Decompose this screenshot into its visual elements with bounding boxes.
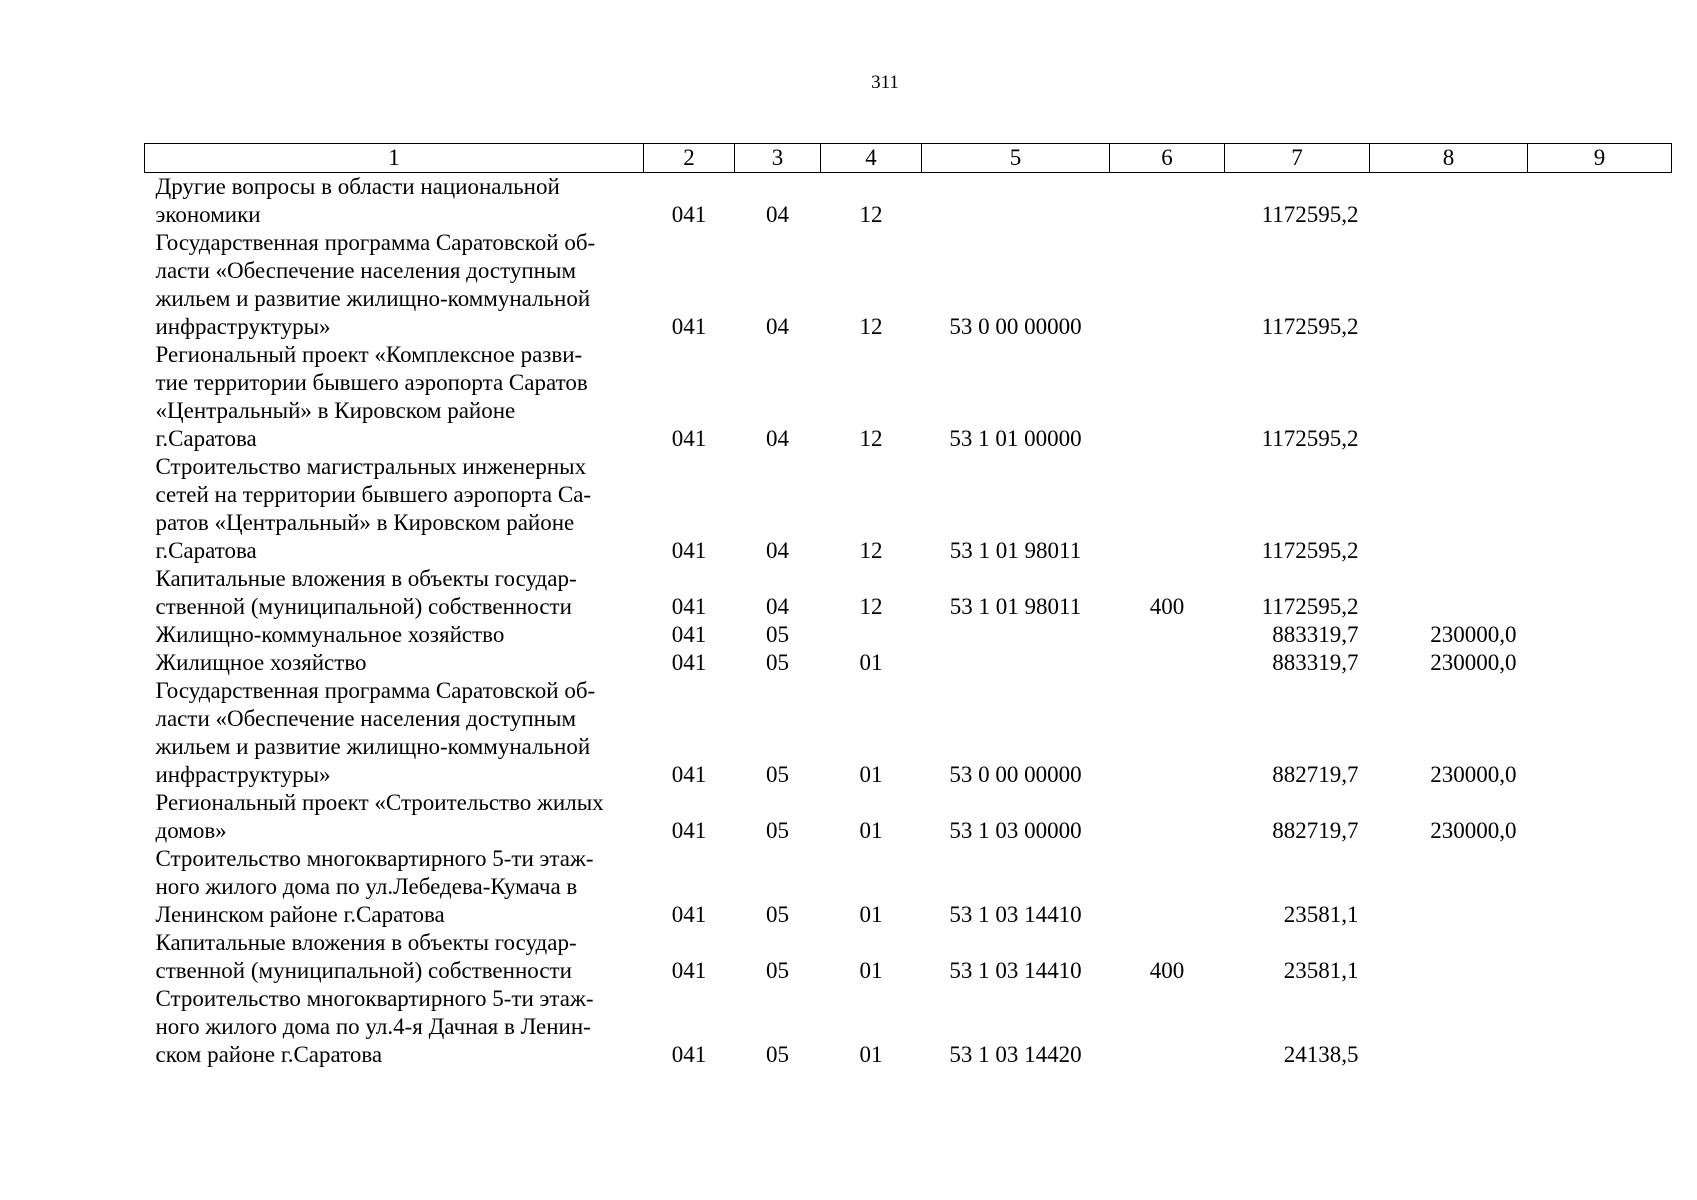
item-name-line: ском районе г.Саратова [155,1042,383,1067]
item-name-line: ласти «Обеспечение населения доступным [155,258,577,283]
table-body [145,173,1672,1070]
item-name-line: экономики [155,202,261,227]
target-article-cell [922,173,1110,230]
item-name-line: инфраструктуры» [155,762,331,787]
section-code-cell: 04 [766,202,789,227]
expense-type-cell: 400 [1149,958,1185,983]
item-name-cell [145,229,644,341]
subsection-code-cell: 01 [859,902,883,927]
amount-col7-cell: 24138,5 [1283,1042,1359,1067]
column-header: 9 [1528,144,1672,173]
item-name-line: жильем и развитие жилищно-коммунальной [155,734,591,759]
amount-col7-cell: 882719,7 [1272,762,1359,787]
item-name-cell [145,173,644,230]
department-code-cell: 041 [671,1042,707,1067]
table-row [145,453,1672,565]
item-name-cell [145,453,644,565]
department-code-cell: 041 [671,314,707,339]
target-article-cell: 53 1 03 00000 [949,818,1082,843]
expense-type-cell [1110,621,1225,649]
item-name-line: Капитальные вложения в объекты государ- [155,930,577,955]
amount-col8-cell [1370,453,1528,565]
item-name-line: сетей на территории бывшего аэропорта Са- [155,482,592,507]
department-code-cell: 041 [671,202,707,227]
section-code-cell: 05 [766,1042,789,1067]
table-row [145,173,1672,230]
amount-col8-cell [1370,985,1528,1069]
amount-col7-cell: 1172595,2 [1261,314,1359,339]
amount-col7-cell: 883319,7 [1272,650,1359,675]
amount-col8-cell: 230000,0 [1430,762,1517,787]
expense-type-cell [1110,845,1225,929]
item-name-line: г.Саратова [155,426,257,451]
target-article-cell [922,621,1110,649]
section-code-cell: 05 [766,622,789,647]
table-row [145,985,1672,1069]
department-code-cell: 041 [671,594,707,619]
department-code-cell: 041 [671,902,707,927]
item-name-line: ласти «Обеспечение населения доступным [155,706,577,731]
item-name-line: домов» [155,818,227,843]
expense-type-cell [1110,985,1225,1069]
amount-col8-cell [1370,173,1528,230]
item-name-line: Капитальные вложения в объекты государ- [155,566,577,591]
item-name-line: Строительство многоквартирного 5-ти этаж- [155,986,594,1011]
header-row [145,144,1672,173]
amount-col7-cell: 23581,1 [1283,902,1359,927]
expense-type-cell [1110,649,1225,677]
item-name-line: Строительство многоквартирного 5-ти этаж- [155,846,594,871]
subsection-code-cell: 12 [859,594,883,619]
item-name-line: инфраструктуры» [155,314,331,339]
expense-type-cell [1110,677,1225,789]
item-name-line: «Центральный» в Кировском районе [155,398,516,423]
budget-table [144,143,1672,1069]
item-name-line: Строительство магистральных инженерных [155,454,587,479]
amount-col7-cell: 1172595,2 [1261,538,1359,563]
item-name-cell [145,985,644,1069]
section-code-cell: 05 [766,762,789,787]
amount-col7-cell: 23581,1 [1283,958,1359,983]
table-row [145,621,1672,649]
department-code-cell: 041 [671,426,707,451]
target-article-cell: 53 1 01 98011 [949,594,1082,619]
amount-col8-cell [1370,565,1528,621]
item-name-line: Жилищное хозяйство [155,650,367,675]
item-name-line: г.Саратова [155,538,257,563]
table-row [145,789,1672,845]
amount-col9-cell [1528,229,1672,341]
item-name-line: ственной (муниципальной) собственности [155,958,572,983]
amount-col9-cell [1528,929,1672,985]
item-name-line: Региональный проект «Строительство жилых [155,790,604,815]
subsection-code-cell: 12 [859,202,883,227]
target-article-cell: 53 1 01 00000 [949,426,1082,451]
item-name-line: тие территории бывшего аэропорта Саратов [155,370,588,395]
target-article-cell: 53 1 03 14410 [949,902,1082,927]
subsection-code-cell: 01 [859,762,883,787]
item-name-line: ратов «Центральный» в Кировском районе [155,510,575,535]
page-number: 311 [871,72,899,93]
amount-col8-cell [1370,845,1528,929]
amount-col7-cell: 1172595,2 [1261,426,1359,451]
item-name-line: Ленинском районе г.Саратова [155,902,445,927]
subsection-code-cell: 01 [859,650,883,675]
amount-col9-cell [1528,453,1672,565]
amount-col9-cell [1528,565,1672,621]
subsection-code-cell: 12 [859,314,883,339]
amount-col9-cell [1528,677,1672,789]
section-code-cell: 05 [766,818,789,843]
amount-col7-cell: 883319,7 [1272,622,1359,647]
column-header: 4 [821,144,922,173]
column-header: 5 [922,144,1110,173]
table-row [145,341,1672,453]
amount-col9-cell [1528,985,1672,1069]
item-name-cell [145,789,644,845]
table-row [145,929,1672,985]
expense-type-cell: 400 [1149,594,1185,619]
item-name-cell [145,677,644,789]
target-article-cell: 53 0 00 00000 [949,762,1082,787]
item-name-line: Государственная программа Саратовской об- [155,678,596,703]
section-code-cell: 05 [766,958,789,983]
table-row [145,845,1672,929]
subsection-code-cell: 12 [859,426,883,451]
expense-type-cell [1110,341,1225,453]
column-header: 2 [644,144,735,173]
subsection-code-cell: 01 [859,958,883,983]
amount-col9-cell [1528,173,1672,230]
amount-col9-cell [1528,789,1672,845]
amount-col8-cell: 230000,0 [1430,650,1517,675]
subsection-code-cell [821,621,922,649]
item-name-cell [145,845,644,929]
column-header: 3 [735,144,821,173]
amount-col9-cell [1528,621,1672,649]
item-name-line: Региональный проект «Комплексное разви- [155,342,583,367]
section-code-cell: 04 [766,594,789,619]
column-header: 8 [1370,144,1528,173]
table-row [145,677,1672,789]
section-code-cell: 04 [766,314,789,339]
column-header: 6 [1110,144,1225,173]
target-article-cell [922,649,1110,677]
item-name-line: ного жилого дома по ул.Лебедева-Кумача в [155,874,578,899]
subsection-code-cell: 12 [859,538,883,563]
item-name-line: Жилищно-коммунальное хозяйство [155,622,505,647]
department-code-cell: 041 [671,538,707,563]
department-code-cell: 041 [671,958,707,983]
target-article-cell: 53 0 00 00000 [949,314,1082,339]
target-article-cell: 53 1 03 14410 [949,958,1082,983]
item-name-cell [145,341,644,453]
expense-type-cell [1110,229,1225,341]
amount-col9-cell [1528,341,1672,453]
item-name-cell [145,621,644,649]
item-name-line: Государственная программа Саратовской об- [155,230,596,255]
column-header: 1 [145,144,644,173]
amount-col8-cell [1370,341,1528,453]
item-name-line: Другие вопросы в области национальной [155,174,560,199]
item-name-cell [145,565,644,621]
item-name-cell [145,649,644,677]
subsection-code-cell: 01 [859,1042,883,1067]
item-name-line: ного жилого дома по ул.4-я Дачная в Ленин- [155,1014,591,1039]
section-code-cell: 05 [766,902,789,927]
amount-col8-cell [1370,929,1528,985]
target-article-cell: 53 1 01 98011 [949,538,1082,563]
amount-col7-cell: 1172595,2 [1261,202,1359,227]
department-code-cell: 041 [671,762,707,787]
item-name-line: жильем и развитие жилищно-коммунальной [155,286,591,311]
item-name-cell [145,929,644,985]
expense-type-cell [1110,789,1225,845]
amount-col9-cell [1528,845,1672,929]
section-code-cell: 04 [766,426,789,451]
section-code-cell: 05 [766,650,789,675]
department-code-cell: 041 [671,650,707,675]
table-row [145,565,1672,621]
item-name-line: ственной (муниципальной) собственности [155,594,572,619]
subsection-code-cell: 01 [859,818,883,843]
department-code-cell: 041 [671,622,707,647]
amount-col8-cell: 230000,0 [1430,818,1517,843]
amount-col7-cell: 1172595,2 [1261,594,1359,619]
expense-type-cell [1110,173,1225,230]
amount-col7-cell: 882719,7 [1272,818,1359,843]
amount-col8-cell: 230000,0 [1430,622,1517,647]
table-row [145,229,1672,341]
section-code-cell: 04 [766,538,789,563]
expense-type-cell [1110,453,1225,565]
department-code-cell: 041 [671,818,707,843]
amount-col9-cell [1528,649,1672,677]
amount-col8-cell [1370,229,1528,341]
column-header: 7 [1225,144,1370,173]
target-article-cell: 53 1 03 14420 [949,1042,1082,1067]
table-row [145,649,1672,677]
